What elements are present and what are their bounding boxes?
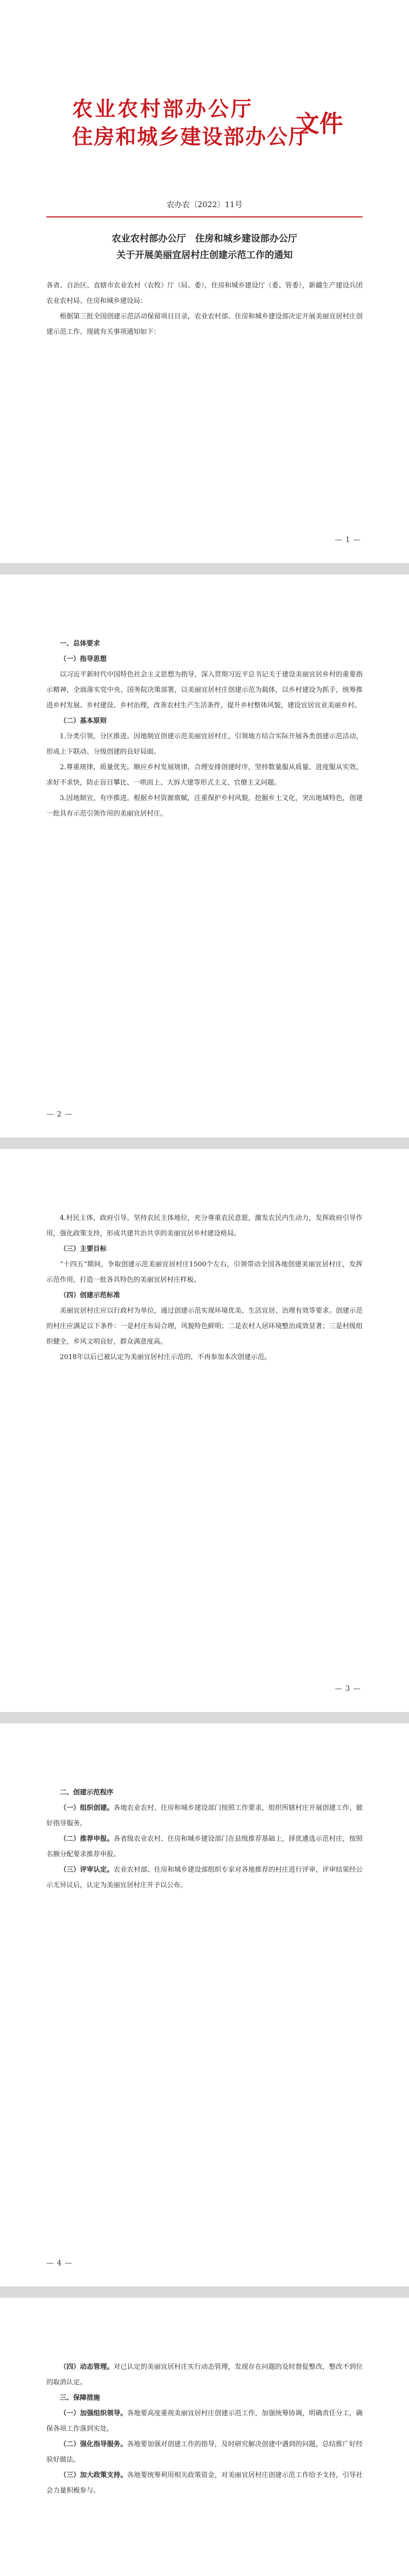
section-1-4-text: 美丽宜居村庄应以行政村为单位，通过创建示范实现环境优美、生活宜居、治理有效等要求。创建示范的村庄应满足以下条件：一是村庄布局合理，风貌特色鲜明；二是农村人居环境整治成效显著；三是村级组织健全，乡风文明良好，群众满意度高。 (46, 1307, 363, 1346)
section-3-2-text: 各地要加强对创建工作的指导，及时研究解决创建中遇到的问题，总结推广好经验好做法。 (46, 2441, 363, 2464)
section-2-2-heading: （二）推荐申报。 (60, 1835, 114, 1843)
page-1 (0, 0, 409, 574)
section-1-1-heading: （一）指导思想 (60, 655, 107, 663)
section-2-1 (46, 1801, 363, 1832)
section-2-4-text: 对已认定的美丽宜居村庄实行动态管理，发现存在问题的及时督促整改，整改不到位的取消认定。 (46, 2363, 363, 2386)
section-1-5-text: 2018年以后已被认定为美丽宜居村庄示范的，不再参加本次创建示范。 (60, 1353, 271, 1361)
principle-4: 4.村民主体，政府引导。坚持农民主体地位，充分尊重农民意愿，激发农民内生动力，发挥政府引导作用，强化政策支持，形成共建共治共享的美丽宜居乡村建设格局。 (46, 1214, 363, 1238)
section-1-1-text: 以习近平新时代中国特色社会主义思想为指导，深入贯彻习近平总书记关于建设美丽宜居乡村的重要指示精神，全面落实党中央、国务院决策部署，以美丽宜居村庄创建示范为载体，以乡村建设为抓手，统筹推进乡村发展、乡村建设、乡村治理，改善农村生产生活条件，提升乡村整体风貌，建设宜居宜业美丽乡村。 (46, 671, 363, 709)
title-line-2: 关于开展美丽宜居村庄创建示范工作的通知 (116, 250, 293, 261)
section-3-heading: 三、保障措施 (60, 2394, 100, 2402)
section-2-3-heading: （三）评审认定。 (60, 1866, 114, 1874)
doc-number: 农办农〔2022〕11号 (166, 200, 243, 209)
section-1-3-text: “十四五”期间，争取创建示范美丽宜居村庄1500个左右，引领带动全国各地创建美丽宜居村庄，发挥示范作用，打造一批各具特色的美丽宜居村庄样板。 (46, 1261, 363, 1284)
red-rule (46, 216, 363, 217)
section-2-2 (46, 1832, 363, 1862)
section-2-4 (46, 2360, 363, 2391)
page-4 (0, 1723, 409, 2298)
principle-1: 1.分类引领，分区推进。因地制宜创建示范美丽宜居村庄，引领地方结合实际开展各类创建示范活动，形成上下联动、分级创建的良好局面。 (46, 733, 363, 756)
issuer-block (72, 93, 343, 155)
issuer-line-1: 农业农村部办公厅 (72, 97, 253, 121)
section-3-3 (46, 2468, 363, 2499)
notice-title (46, 231, 363, 264)
issuer-line-2: 住房和城乡建设部办公厅 (72, 125, 310, 149)
section-1-heading: 一、总体要求 (60, 640, 100, 648)
page-number-4: — 4 — (46, 2259, 73, 2267)
page-gap (0, 1712, 409, 1723)
section-3-1-text: 各地要高度重视美丽宜居村庄创建示范工作，加强统筹协调，明确责任分工，确保各项工作落到实处。 (46, 2410, 363, 2433)
doc-type: 文件 (296, 110, 343, 138)
section-2-3 (46, 1862, 363, 1893)
page-3 (0, 1149, 409, 1723)
section-3-3-text: 各地要统筹利用相关政策资金，对美丽宜居村庄创建示范工作给予支持，引导社会力量积极参与。 (46, 2471, 363, 2495)
page-number-3: — 3 — (335, 1685, 361, 1693)
section-2-1-heading: （一）组织创建。 (60, 1804, 114, 1812)
intro-paragraph: 根据第三批全国创建示范活动保留项目目录，农业农村部、住房和城乡建设部决定开展美丽宜居村庄创建示范工作。现就有关事项通知如下： (46, 313, 363, 336)
page-gap (0, 2286, 409, 2298)
principle-2: 2.尊重规律，质量优先。顺应乡村发展规律，合理安排创建时序，坚持数量服从质量、进度服从实效，求好不求快，防止盲目攀比、一哄而上、大拆大建等形式主义、官僚主义问题。 (46, 764, 363, 787)
section-3-3-heading: （三）加大政策支持。 (60, 2471, 127, 2479)
section-2-heading: 二、创建示范程序 (60, 1789, 114, 1797)
section-3-1-heading: （一）加强组织领导。 (60, 2410, 127, 2417)
page-number-2: — 2 — (46, 1110, 73, 1118)
section-2-1-text: 各地农业农村、住房和城乡建设部门按照工作要求，组织所辖村庄开展创建工作，做好指导服务。 (46, 1804, 363, 1827)
section-2-3-text: 农业农村部、住房和城乡建设部组织专家对各地推荐的村庄进行评审，评审结果经公示无异议后，认定为美丽宜居村庄并予以公布。 (46, 1866, 363, 1889)
page-5 (0, 2298, 409, 2576)
section-3-2 (46, 2437, 363, 2468)
title-line-1: 农业农村部办公厅 住房和城乡建设部办公厅 (112, 233, 297, 244)
section-1-4-heading: （四）创建示范标准 (60, 1292, 121, 1299)
section-1-2-heading: （二）基本原则 (60, 717, 107, 725)
section-2-2-text: 各省级农业农村、住房和城乡建设部门在县级推荐基础上，择优遴选示范村庄，按照名额分配要求推荐申报。 (46, 1835, 363, 1858)
section-3-1 (46, 2406, 363, 2437)
page-gap (0, 563, 409, 574)
addressee: 各省、自治区、直辖市农业农村（农牧）厅（局、委），住房和城乡建设厅（委、管委），新疆生产建设兵团农业农村局、住房和城乡建设局： (46, 282, 363, 305)
page-number-1: — 1 — (335, 536, 361, 544)
section-2-4-heading: （四）动态管理。 (60, 2363, 114, 2371)
section-1-3-heading: （三）主要目标 (60, 1245, 107, 1253)
page-gap (0, 1138, 409, 1149)
page-2 (0, 574, 409, 1149)
section-3-2-heading: （二）强化指导服务。 (60, 2441, 127, 2448)
principle-3: 3.因地制宜，有序推进。根据乡村资源禀赋，注重保护乡村风貌，挖掘乡土文化，突出地域特色，创建一批具有示范引领作用的美丽宜居村庄。 (46, 794, 363, 818)
